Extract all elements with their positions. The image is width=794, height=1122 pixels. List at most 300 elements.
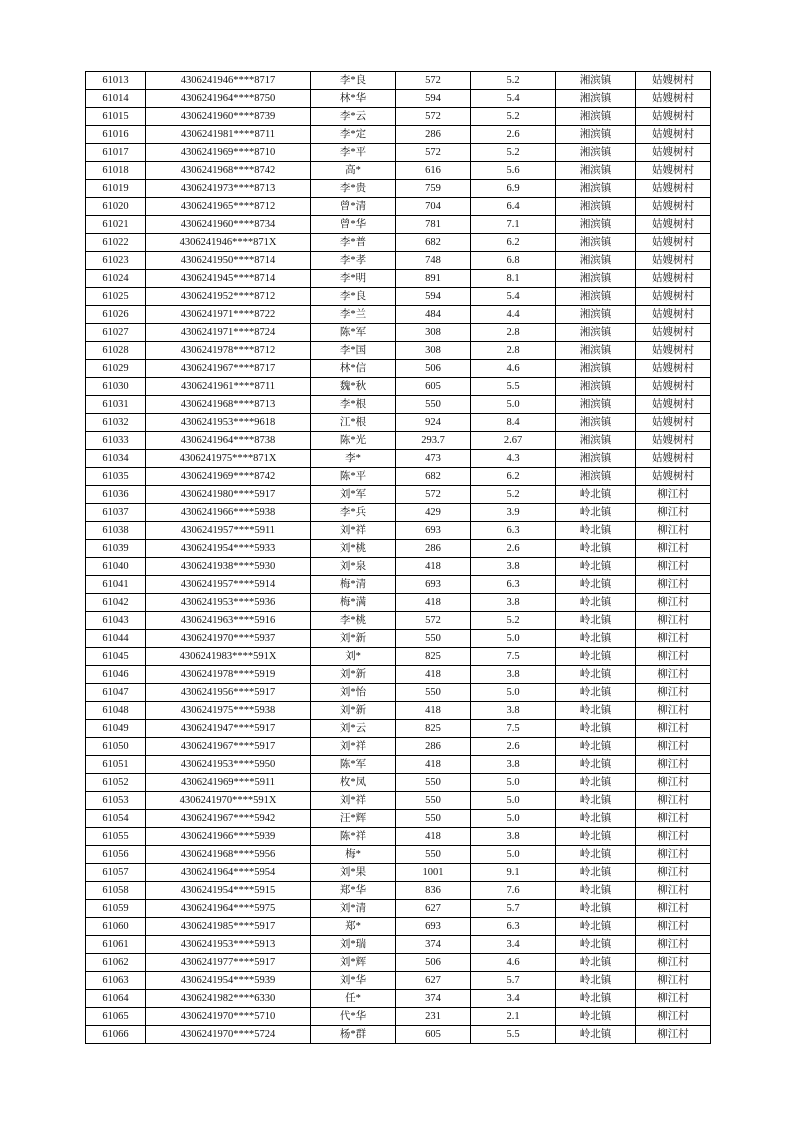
village-cell: 姑嫂树村 bbox=[636, 360, 711, 378]
area-cell: 3.8 bbox=[471, 702, 556, 720]
village-cell: 柳江村 bbox=[636, 594, 711, 612]
area-cell: 6.3 bbox=[471, 576, 556, 594]
area-cell: 6.2 bbox=[471, 468, 556, 486]
name-cell: 刘*辉 bbox=[311, 954, 396, 972]
town-cell: 岭北镇 bbox=[556, 1026, 636, 1044]
name-cell: 李*云 bbox=[311, 108, 396, 126]
table-row bbox=[86, 288, 711, 306]
area-cell: 5.4 bbox=[471, 288, 556, 306]
area-cell: 7.1 bbox=[471, 216, 556, 234]
name-cell: 代*华 bbox=[311, 1008, 396, 1026]
table-row bbox=[86, 702, 711, 720]
town-cell: 岭北镇 bbox=[556, 720, 636, 738]
id-number-cell: 4306241967****8717 bbox=[146, 360, 311, 378]
id-number-cell: 4306241977****5917 bbox=[146, 954, 311, 972]
amount-cell: 594 bbox=[396, 90, 471, 108]
id-number-cell: 4306241968****5956 bbox=[146, 846, 311, 864]
name-cell: 梅*清 bbox=[311, 576, 396, 594]
serial-number-cell: 61031 bbox=[86, 396, 146, 414]
area-cell: 5.0 bbox=[471, 630, 556, 648]
table-row bbox=[86, 918, 711, 936]
serial-number-cell: 61048 bbox=[86, 702, 146, 720]
serial-number-cell: 61039 bbox=[86, 540, 146, 558]
table-row bbox=[86, 576, 711, 594]
serial-number-cell: 61013 bbox=[86, 72, 146, 90]
table-row bbox=[86, 270, 711, 288]
area-cell: 2.6 bbox=[471, 738, 556, 756]
serial-number-cell: 61049 bbox=[86, 720, 146, 738]
serial-number-cell: 61023 bbox=[86, 252, 146, 270]
village-cell: 柳江村 bbox=[636, 738, 711, 756]
area-cell: 2.6 bbox=[471, 126, 556, 144]
name-cell: 刘*新 bbox=[311, 666, 396, 684]
id-number-cell: 4306241970****5710 bbox=[146, 1008, 311, 1026]
table-row bbox=[86, 954, 711, 972]
amount-cell: 891 bbox=[396, 270, 471, 288]
table-row bbox=[86, 990, 711, 1008]
town-cell: 湘滨镇 bbox=[556, 90, 636, 108]
amount-cell: 550 bbox=[396, 792, 471, 810]
serial-number-cell: 61035 bbox=[86, 468, 146, 486]
serial-number-cell: 61029 bbox=[86, 360, 146, 378]
amount-cell: 825 bbox=[396, 720, 471, 738]
town-cell: 岭北镇 bbox=[556, 486, 636, 504]
village-cell: 姑嫂树村 bbox=[636, 306, 711, 324]
area-cell: 4.6 bbox=[471, 360, 556, 378]
id-number-cell: 4306241967****5942 bbox=[146, 810, 311, 828]
village-cell: 柳江村 bbox=[636, 900, 711, 918]
id-number-cell: 4306241945****8714 bbox=[146, 270, 311, 288]
serial-number-cell: 61025 bbox=[86, 288, 146, 306]
name-cell: 陈*光 bbox=[311, 432, 396, 450]
area-cell: 8.1 bbox=[471, 270, 556, 288]
area-cell: 3.8 bbox=[471, 558, 556, 576]
id-number-cell: 4306241946****8717 bbox=[146, 72, 311, 90]
village-cell: 姑嫂树村 bbox=[636, 90, 711, 108]
id-number-cell: 4306241960****8739 bbox=[146, 108, 311, 126]
serial-number-cell: 61030 bbox=[86, 378, 146, 396]
name-cell: 李*良 bbox=[311, 288, 396, 306]
name-cell: 刘*新 bbox=[311, 702, 396, 720]
name-cell: 刘*桃 bbox=[311, 540, 396, 558]
name-cell: 李*桃 bbox=[311, 612, 396, 630]
area-cell: 5.7 bbox=[471, 972, 556, 990]
id-number-cell: 4306241967****5917 bbox=[146, 738, 311, 756]
area-cell: 3.8 bbox=[471, 828, 556, 846]
table-row bbox=[86, 306, 711, 324]
id-number-cell: 4306241964****5954 bbox=[146, 864, 311, 882]
serial-number-cell: 61057 bbox=[86, 864, 146, 882]
amount-cell: 572 bbox=[396, 612, 471, 630]
table-row bbox=[86, 162, 711, 180]
serial-number-cell: 61024 bbox=[86, 270, 146, 288]
amount-cell: 1001 bbox=[396, 864, 471, 882]
id-number-cell: 4306241961****8711 bbox=[146, 378, 311, 396]
area-cell: 6.3 bbox=[471, 918, 556, 936]
table-row bbox=[86, 540, 711, 558]
amount-cell: 418 bbox=[396, 558, 471, 576]
town-cell: 湘滨镇 bbox=[556, 288, 636, 306]
amount-cell: 682 bbox=[396, 234, 471, 252]
table-row bbox=[86, 360, 711, 378]
name-cell: 刘*瑞 bbox=[311, 936, 396, 954]
id-number-cell: 4306241971****8724 bbox=[146, 324, 311, 342]
town-cell: 岭北镇 bbox=[556, 504, 636, 522]
village-cell: 姑嫂树村 bbox=[636, 108, 711, 126]
area-cell: 5.0 bbox=[471, 774, 556, 792]
table-row bbox=[86, 450, 711, 468]
name-cell: 刘*果 bbox=[311, 864, 396, 882]
amount-cell: 550 bbox=[396, 846, 471, 864]
serial-number-cell: 61042 bbox=[86, 594, 146, 612]
table-row bbox=[86, 648, 711, 666]
serial-number-cell: 61052 bbox=[86, 774, 146, 792]
id-number-cell: 4306241954****5933 bbox=[146, 540, 311, 558]
table-row bbox=[86, 1008, 711, 1026]
town-cell: 湘滨镇 bbox=[556, 396, 636, 414]
village-cell: 柳江村 bbox=[636, 684, 711, 702]
village-cell: 柳江村 bbox=[636, 918, 711, 936]
serial-number-cell: 61033 bbox=[86, 432, 146, 450]
area-cell: 3.9 bbox=[471, 504, 556, 522]
serial-number-cell: 61043 bbox=[86, 612, 146, 630]
name-cell: 李*兵 bbox=[311, 504, 396, 522]
id-number-cell: 4306241970****591X bbox=[146, 792, 311, 810]
area-cell: 4.3 bbox=[471, 450, 556, 468]
town-cell: 湘滨镇 bbox=[556, 144, 636, 162]
village-cell: 柳江村 bbox=[636, 666, 711, 684]
town-cell: 岭北镇 bbox=[556, 522, 636, 540]
table-row bbox=[86, 324, 711, 342]
amount-cell: 693 bbox=[396, 918, 471, 936]
town-cell: 湘滨镇 bbox=[556, 432, 636, 450]
table-row bbox=[86, 882, 711, 900]
amount-cell: 418 bbox=[396, 594, 471, 612]
name-cell: 曾*清 bbox=[311, 198, 396, 216]
id-number-cell: 4306241978****8712 bbox=[146, 342, 311, 360]
amount-cell: 374 bbox=[396, 936, 471, 954]
id-number-cell: 4306241947****5917 bbox=[146, 720, 311, 738]
area-cell: 6.2 bbox=[471, 234, 556, 252]
area-cell: 3.4 bbox=[471, 990, 556, 1008]
serial-number-cell: 61066 bbox=[86, 1026, 146, 1044]
table-row bbox=[86, 180, 711, 198]
amount-cell: 572 bbox=[396, 144, 471, 162]
table-row bbox=[86, 1026, 711, 1044]
amount-cell: 429 bbox=[396, 504, 471, 522]
name-cell: 陈*军 bbox=[311, 756, 396, 774]
id-number-cell: 4306241938****5930 bbox=[146, 558, 311, 576]
village-cell: 姑嫂树村 bbox=[636, 342, 711, 360]
id-number-cell: 4306241968****8742 bbox=[146, 162, 311, 180]
table-row bbox=[86, 234, 711, 252]
id-number-cell: 4306241971****8722 bbox=[146, 306, 311, 324]
table-row bbox=[86, 126, 711, 144]
area-cell: 8.4 bbox=[471, 414, 556, 432]
village-cell: 柳江村 bbox=[636, 864, 711, 882]
village-cell: 姑嫂树村 bbox=[636, 378, 711, 396]
area-cell: 7.5 bbox=[471, 648, 556, 666]
area-cell: 3.8 bbox=[471, 594, 556, 612]
id-number-cell: 4306241985****5917 bbox=[146, 918, 311, 936]
table-row bbox=[86, 756, 711, 774]
village-cell: 姑嫂树村 bbox=[636, 468, 711, 486]
serial-number-cell: 61038 bbox=[86, 522, 146, 540]
amount-cell: 286 bbox=[396, 738, 471, 756]
name-cell: 江*根 bbox=[311, 414, 396, 432]
town-cell: 湘滨镇 bbox=[556, 414, 636, 432]
serial-number-cell: 61050 bbox=[86, 738, 146, 756]
table-row bbox=[86, 396, 711, 414]
village-cell: 姑嫂树村 bbox=[636, 432, 711, 450]
amount-cell: 605 bbox=[396, 1026, 471, 1044]
serial-number-cell: 61022 bbox=[86, 234, 146, 252]
town-cell: 岭北镇 bbox=[556, 792, 636, 810]
village-cell: 姑嫂树村 bbox=[636, 72, 711, 90]
village-cell: 柳江村 bbox=[636, 504, 711, 522]
serial-number-cell: 61051 bbox=[86, 756, 146, 774]
village-cell: 姑嫂树村 bbox=[636, 414, 711, 432]
village-cell: 柳江村 bbox=[636, 720, 711, 738]
table-row bbox=[86, 522, 711, 540]
table-body bbox=[86, 72, 711, 1044]
table-row bbox=[86, 810, 711, 828]
area-cell: 5.2 bbox=[471, 108, 556, 126]
amount-cell: 473 bbox=[396, 450, 471, 468]
amount-cell: 682 bbox=[396, 468, 471, 486]
area-cell: 4.6 bbox=[471, 954, 556, 972]
area-cell: 5.5 bbox=[471, 1026, 556, 1044]
town-cell: 湘滨镇 bbox=[556, 216, 636, 234]
id-number-cell: 4306241965****8712 bbox=[146, 198, 311, 216]
table-row bbox=[86, 972, 711, 990]
name-cell: 刘*祥 bbox=[311, 738, 396, 756]
amount-cell: 693 bbox=[396, 522, 471, 540]
id-number-cell: 4306241969****8710 bbox=[146, 144, 311, 162]
town-cell: 岭北镇 bbox=[556, 828, 636, 846]
area-cell: 5.0 bbox=[471, 846, 556, 864]
town-cell: 岭北镇 bbox=[556, 540, 636, 558]
village-cell: 柳江村 bbox=[636, 486, 711, 504]
serial-number-cell: 61017 bbox=[86, 144, 146, 162]
village-cell: 姑嫂树村 bbox=[636, 216, 711, 234]
town-cell: 岭北镇 bbox=[556, 918, 636, 936]
amount-cell: 418 bbox=[396, 702, 471, 720]
name-cell: 枚*凤 bbox=[311, 774, 396, 792]
amount-cell: 781 bbox=[396, 216, 471, 234]
id-number-cell: 4306241970****5937 bbox=[146, 630, 311, 648]
table-row bbox=[86, 612, 711, 630]
table-row bbox=[86, 630, 711, 648]
village-cell: 柳江村 bbox=[636, 972, 711, 990]
name-cell: 梅*满 bbox=[311, 594, 396, 612]
village-cell: 柳江村 bbox=[636, 540, 711, 558]
area-cell: 5.2 bbox=[471, 144, 556, 162]
area-cell: 3.8 bbox=[471, 756, 556, 774]
amount-cell: 550 bbox=[396, 810, 471, 828]
amount-cell: 286 bbox=[396, 540, 471, 558]
amount-cell: 308 bbox=[396, 324, 471, 342]
serial-number-cell: 61054 bbox=[86, 810, 146, 828]
amount-cell: 825 bbox=[396, 648, 471, 666]
name-cell: 林*信 bbox=[311, 360, 396, 378]
village-cell: 柳江村 bbox=[636, 612, 711, 630]
village-cell: 姑嫂树村 bbox=[636, 162, 711, 180]
amount-cell: 286 bbox=[396, 126, 471, 144]
area-cell: 5.0 bbox=[471, 792, 556, 810]
serial-number-cell: 61046 bbox=[86, 666, 146, 684]
serial-number-cell: 61027 bbox=[86, 324, 146, 342]
id-number-cell: 4306241980****5917 bbox=[146, 486, 311, 504]
table-row bbox=[86, 90, 711, 108]
id-number-cell: 4306241964****8738 bbox=[146, 432, 311, 450]
area-cell: 2.8 bbox=[471, 342, 556, 360]
serial-number-cell: 61019 bbox=[86, 180, 146, 198]
serial-number-cell: 61065 bbox=[86, 1008, 146, 1026]
name-cell: 刘*祥 bbox=[311, 522, 396, 540]
area-cell: 3.8 bbox=[471, 666, 556, 684]
name-cell: 任* bbox=[311, 990, 396, 1008]
area-cell: 5.0 bbox=[471, 684, 556, 702]
name-cell: 陈*军 bbox=[311, 324, 396, 342]
amount-cell: 418 bbox=[396, 828, 471, 846]
serial-number-cell: 61015 bbox=[86, 108, 146, 126]
table-row bbox=[86, 72, 711, 90]
id-number-cell: 4306241960****8734 bbox=[146, 216, 311, 234]
serial-number-cell: 61041 bbox=[86, 576, 146, 594]
town-cell: 湘滨镇 bbox=[556, 108, 636, 126]
table-row bbox=[86, 486, 711, 504]
amount-cell: 484 bbox=[396, 306, 471, 324]
village-cell: 柳江村 bbox=[636, 648, 711, 666]
name-cell: 李*定 bbox=[311, 126, 396, 144]
area-cell: 7.5 bbox=[471, 720, 556, 738]
name-cell: 李*根 bbox=[311, 396, 396, 414]
name-cell: 李*良 bbox=[311, 72, 396, 90]
amount-cell: 704 bbox=[396, 198, 471, 216]
id-number-cell: 4306241950****8714 bbox=[146, 252, 311, 270]
serial-number-cell: 61021 bbox=[86, 216, 146, 234]
name-cell: 刘*华 bbox=[311, 972, 396, 990]
town-cell: 岭北镇 bbox=[556, 846, 636, 864]
amount-cell: 418 bbox=[396, 666, 471, 684]
village-cell: 柳江村 bbox=[636, 810, 711, 828]
serial-number-cell: 61040 bbox=[86, 558, 146, 576]
table-row bbox=[86, 414, 711, 432]
name-cell: 魏*秋 bbox=[311, 378, 396, 396]
amount-cell: 418 bbox=[396, 756, 471, 774]
serial-number-cell: 61064 bbox=[86, 990, 146, 1008]
name-cell: 刘*泉 bbox=[311, 558, 396, 576]
village-cell: 柳江村 bbox=[636, 630, 711, 648]
name-cell: 李*孝 bbox=[311, 252, 396, 270]
id-number-cell: 4306241946****871X bbox=[146, 234, 311, 252]
village-cell: 姑嫂树村 bbox=[636, 252, 711, 270]
town-cell: 岭北镇 bbox=[556, 774, 636, 792]
table-row bbox=[86, 594, 711, 612]
village-cell: 柳江村 bbox=[636, 1008, 711, 1026]
id-number-cell: 4306241981****8711 bbox=[146, 126, 311, 144]
area-cell: 4.4 bbox=[471, 306, 556, 324]
id-number-cell: 4306241970****5724 bbox=[146, 1026, 311, 1044]
table-row bbox=[86, 252, 711, 270]
town-cell: 岭北镇 bbox=[556, 684, 636, 702]
town-cell: 岭北镇 bbox=[556, 666, 636, 684]
town-cell: 岭北镇 bbox=[556, 1008, 636, 1026]
id-number-cell: 4306241975****5938 bbox=[146, 702, 311, 720]
serial-number-cell: 61062 bbox=[86, 954, 146, 972]
id-number-cell: 4306241983****591X bbox=[146, 648, 311, 666]
id-number-cell: 4306241953****5950 bbox=[146, 756, 311, 774]
amount-cell: 550 bbox=[396, 630, 471, 648]
name-cell: 林*华 bbox=[311, 90, 396, 108]
id-number-cell: 4306241954****5915 bbox=[146, 882, 311, 900]
town-cell: 湘滨镇 bbox=[556, 198, 636, 216]
village-cell: 姑嫂树村 bbox=[636, 234, 711, 252]
town-cell: 岭北镇 bbox=[556, 900, 636, 918]
id-number-cell: 4306241952****8712 bbox=[146, 288, 311, 306]
serial-number-cell: 61037 bbox=[86, 504, 146, 522]
town-cell: 岭北镇 bbox=[556, 954, 636, 972]
table-row bbox=[86, 198, 711, 216]
amount-cell: 616 bbox=[396, 162, 471, 180]
id-number-cell: 4306241957****5914 bbox=[146, 576, 311, 594]
serial-number-cell: 61034 bbox=[86, 450, 146, 468]
name-cell: 郑*华 bbox=[311, 882, 396, 900]
town-cell: 岭北镇 bbox=[556, 738, 636, 756]
name-cell: 高* bbox=[311, 162, 396, 180]
village-cell: 柳江村 bbox=[636, 702, 711, 720]
area-cell: 2.1 bbox=[471, 1008, 556, 1026]
amount-cell: 693 bbox=[396, 576, 471, 594]
amount-cell: 627 bbox=[396, 900, 471, 918]
name-cell: 刘*怡 bbox=[311, 684, 396, 702]
name-cell: 李*国 bbox=[311, 342, 396, 360]
town-cell: 岭北镇 bbox=[556, 558, 636, 576]
amount-cell: 506 bbox=[396, 360, 471, 378]
village-cell: 柳江村 bbox=[636, 954, 711, 972]
amount-cell: 231 bbox=[396, 1008, 471, 1026]
area-cell: 6.4 bbox=[471, 198, 556, 216]
id-number-cell: 4306241966****5939 bbox=[146, 828, 311, 846]
town-cell: 岭北镇 bbox=[556, 702, 636, 720]
area-cell: 2.6 bbox=[471, 540, 556, 558]
amount-cell: 605 bbox=[396, 378, 471, 396]
area-cell: 2.8 bbox=[471, 324, 556, 342]
area-cell: 5.2 bbox=[471, 612, 556, 630]
village-cell: 柳江村 bbox=[636, 756, 711, 774]
name-cell: 刘*清 bbox=[311, 900, 396, 918]
amount-cell: 594 bbox=[396, 288, 471, 306]
town-cell: 岭北镇 bbox=[556, 936, 636, 954]
name-cell: 李* bbox=[311, 450, 396, 468]
town-cell: 湘滨镇 bbox=[556, 234, 636, 252]
serial-number-cell: 61028 bbox=[86, 342, 146, 360]
town-cell: 湘滨镇 bbox=[556, 126, 636, 144]
amount-cell: 748 bbox=[396, 252, 471, 270]
village-cell: 姑嫂树村 bbox=[636, 144, 711, 162]
amount-cell: 759 bbox=[396, 180, 471, 198]
town-cell: 岭北镇 bbox=[556, 990, 636, 1008]
table-row bbox=[86, 864, 711, 882]
town-cell: 湘滨镇 bbox=[556, 180, 636, 198]
amount-cell: 572 bbox=[396, 108, 471, 126]
town-cell: 湘滨镇 bbox=[556, 252, 636, 270]
area-cell: 6.3 bbox=[471, 522, 556, 540]
village-cell: 柳江村 bbox=[636, 522, 711, 540]
amount-cell: 550 bbox=[396, 684, 471, 702]
village-cell: 柳江村 bbox=[636, 1026, 711, 1044]
